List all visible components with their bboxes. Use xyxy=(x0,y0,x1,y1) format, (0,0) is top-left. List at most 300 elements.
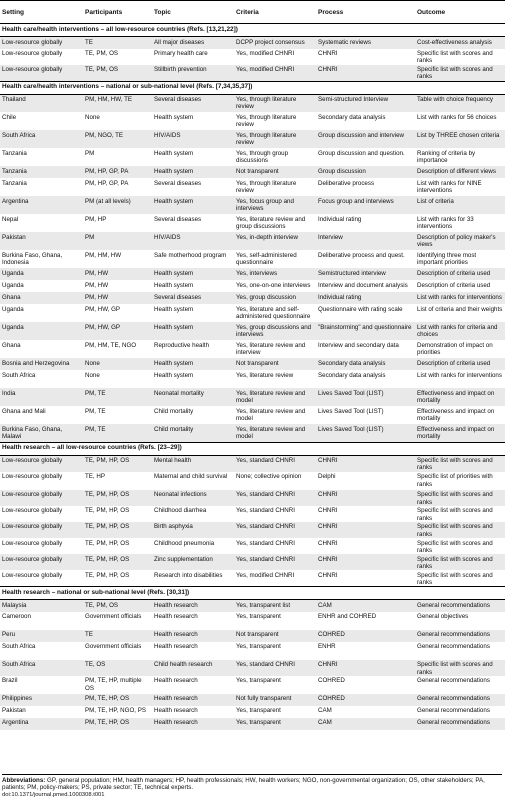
cell-topic: Child mortality xyxy=(154,407,194,415)
cell-setting: Low-resource globally xyxy=(2,50,63,57)
cell-participants: PM, HW xyxy=(83,292,152,304)
cell-setting: Low-resource globally xyxy=(2,539,63,547)
cell-outcome: General recommendations xyxy=(415,630,505,642)
cell-participants: PM, HM, TE, NGO xyxy=(85,341,137,349)
cell-criteria: Yes, modified CHNRI xyxy=(236,50,295,57)
cell-criteria: Not transparent xyxy=(234,630,316,642)
cell-topic: Health research xyxy=(152,718,234,730)
cell-participants: PM (at all levels) xyxy=(83,196,152,214)
cell-process: COHRED xyxy=(318,677,345,685)
cell-topic: Child mortality xyxy=(152,424,234,442)
cell-outcome: Demonstration of impact on priorities xyxy=(417,341,493,356)
cell-outcome: Specific list with scores and ranks xyxy=(417,50,493,65)
cell-participants: PM, NGO, TE xyxy=(83,130,152,148)
cell-outcome: Specific list with scores and ranks xyxy=(417,507,493,522)
cell-setting: Low-resource globally xyxy=(0,554,83,570)
cell-criteria: Yes, standard CHNRI xyxy=(234,455,316,472)
cell-criteria: Yes, literature review and interview xyxy=(236,341,306,356)
cell-process: CAM xyxy=(316,718,415,730)
cell-setting: Tanzania xyxy=(2,149,27,157)
cell-criteria: Yes, through group discussions xyxy=(236,149,289,164)
cell-outcome: List of criteria xyxy=(415,196,505,214)
cell-topic: Several diseases xyxy=(152,94,234,112)
cell-participants: TE, PM, HP, OS xyxy=(83,455,152,472)
cell-process: CHNRI xyxy=(316,522,415,538)
cell-topic: Health research xyxy=(152,694,234,706)
cell-process: Delphi xyxy=(318,473,336,481)
cell-participants: TE xyxy=(83,37,152,49)
cell-outcome: General recommendations xyxy=(417,677,490,685)
table-row xyxy=(0,388,505,406)
table-row xyxy=(0,112,505,130)
cell-outcome: Specific list with scores and ranks xyxy=(417,539,493,554)
table-body xyxy=(0,24,505,730)
table-row xyxy=(0,358,505,370)
cell-setting: Uganda xyxy=(2,281,24,289)
cell-process: COHRED xyxy=(316,694,415,706)
cell-topic: Health system xyxy=(154,281,194,289)
cell-outcome: Description of criteria used xyxy=(415,358,505,370)
table-row xyxy=(0,292,505,304)
cell-participants: TE, PM, HP, OS xyxy=(83,490,152,506)
cell-participants: TE, PM, HP, OS xyxy=(85,539,130,547)
section-title: Health care/health interventions – all low-resource countries (Refs. [13,21,22]) xyxy=(0,24,505,37)
cell-process: Secondary data analysis xyxy=(318,113,386,121)
cell-topic: Health system xyxy=(152,322,234,340)
cell-setting: Nepal xyxy=(2,215,19,223)
cell-topic: HIV/AIDS xyxy=(152,232,234,250)
cell-process: Lives Saved Tool (LIST) xyxy=(316,388,415,406)
cell-criteria: Yes, standard CHNRI xyxy=(236,507,295,515)
table-row xyxy=(0,268,505,280)
table-row xyxy=(0,642,505,660)
cell-participants: TE, OS xyxy=(83,660,152,676)
cell-topic: Research into disabilities xyxy=(154,571,223,579)
cell-participants: PM xyxy=(83,232,152,250)
table-row xyxy=(0,706,505,718)
cell-participants: TE, PM, OS xyxy=(83,600,152,612)
cell-criteria: Yes, literature review and model xyxy=(234,424,316,442)
cell-criteria: Not fully transparent xyxy=(234,694,316,706)
cell-participants: TE, PM, OS xyxy=(85,50,119,57)
table-row xyxy=(0,455,505,472)
cell-process: "Brainstorming" and questionnaire xyxy=(316,322,415,340)
cell-topic: All major diseases xyxy=(152,37,234,49)
abbreviations-note xyxy=(2,777,502,792)
table-row xyxy=(0,660,505,676)
cell-process: Individual rating xyxy=(318,215,362,223)
cell-participants: PM, HP xyxy=(85,215,107,223)
table-row xyxy=(0,490,505,506)
cell-process: CHNRI xyxy=(318,539,338,547)
cell-topic: Zinc supplementation xyxy=(152,554,234,570)
abbreviations-text: GP, general population; HM, health managers; HP, health professionals; HW, health workers; NGO, non-governmental organization; OS, other stakeholders; PA, patients; PM, policy-makers; PS, private sector; TE, technical experts. xyxy=(2,777,485,792)
cell-process: Interview and secondary data xyxy=(318,341,399,349)
table-row xyxy=(0,570,505,587)
cell-setting: Cameroon xyxy=(2,613,31,621)
cell-criteria: None; collective opinion xyxy=(236,473,302,481)
cell-setting: Low-resource globally xyxy=(0,65,83,82)
cell-process: Focus group and interviews xyxy=(316,196,415,214)
cell-process: Deliberative process and quest. xyxy=(318,251,405,259)
cell-setting: Ghana xyxy=(0,292,83,304)
cell-setting: Burkina Faso, Ghana, Malawi xyxy=(0,424,83,442)
cell-outcome: List with ranks for criteria and choices xyxy=(415,322,505,340)
cell-topic: HIV/AIDS xyxy=(152,130,234,148)
table-row xyxy=(0,250,505,268)
cell-setting: South Africa xyxy=(2,643,36,651)
column-header-outcome: Outcome xyxy=(415,1,505,24)
cell-setting: Low-resource globally xyxy=(0,37,83,49)
cell-criteria: Yes, modified CHNRI xyxy=(236,571,295,579)
cell-outcome: Identifying three most important priorities xyxy=(417,251,477,266)
cell-participants: PM, HM, HW, TE xyxy=(83,94,152,112)
cell-criteria: Not transparent xyxy=(234,166,316,178)
cell-setting: Burkina Faso, Ghana, Indonesia xyxy=(2,251,63,266)
column-header-topic: Topic xyxy=(152,1,234,24)
cell-outcome: List by THREE chosen criteria xyxy=(415,130,505,148)
cell-setting: South Africa xyxy=(0,130,83,148)
table-row xyxy=(0,65,505,82)
cell-criteria: Yes, interviews xyxy=(234,268,316,280)
cell-process: COHRED xyxy=(316,630,415,642)
cell-process: CHNRI xyxy=(318,571,338,579)
table-row xyxy=(0,322,505,340)
cell-setting: Uganda xyxy=(0,268,83,280)
cell-process: Semistructured interview xyxy=(316,268,415,280)
cell-outcome: Specific list with scores and ranks xyxy=(415,522,505,538)
cell-participants: TE, HP xyxy=(85,473,105,481)
cell-topic: Health system xyxy=(154,113,194,121)
table-row xyxy=(0,37,505,49)
cell-topic: Health research xyxy=(154,643,198,651)
cell-criteria: Yes, transparent list xyxy=(234,600,316,612)
section-header-row xyxy=(0,587,505,600)
cell-participants: PM, HP, GP, PA xyxy=(83,166,152,178)
cell-setting: South Africa xyxy=(2,371,36,379)
cell-outcome: Specific list with scores and ranks xyxy=(415,455,505,472)
cell-outcome: Specific list with scores and ranks xyxy=(415,490,505,506)
cell-process: CHNRI xyxy=(318,50,338,57)
cell-process: CAM xyxy=(318,707,332,715)
table-row xyxy=(0,214,505,232)
cell-setting: Tanzania xyxy=(0,166,83,178)
table-row xyxy=(0,676,505,694)
cell-participants: PM, HP, GP, PA xyxy=(85,179,129,187)
cell-topic: Health research xyxy=(152,630,234,642)
table-row xyxy=(0,694,505,706)
cell-topic: Several diseases xyxy=(154,179,202,187)
cell-outcome: General recommendations xyxy=(415,718,505,730)
cell-topic: Maternal and child survival xyxy=(154,473,228,481)
section-header-row xyxy=(0,442,505,455)
cell-criteria: Yes, focus group and interviews xyxy=(234,196,316,214)
table-row xyxy=(0,178,505,196)
cell-participants: TE, PM, HP, OS xyxy=(85,571,130,579)
table-row xyxy=(0,630,505,642)
cell-topic: Health system xyxy=(154,371,194,379)
cell-setting: Low-resource globally xyxy=(2,473,63,481)
cell-setting: Low-resource globally xyxy=(0,522,83,538)
cell-criteria: Yes, through literature review xyxy=(234,94,316,112)
cell-criteria: Yes, literature review and model xyxy=(236,407,306,422)
cell-criteria: Yes, literature review and group discussions xyxy=(236,215,306,230)
section-title: Health research – all low-resource countries (Refs. [23–29]) xyxy=(0,442,505,455)
cell-topic: Childhood pneumonia xyxy=(154,539,215,547)
cell-criteria: Yes, standard CHNRI xyxy=(234,522,316,538)
cell-setting: Thailand xyxy=(0,94,83,112)
table-row xyxy=(0,166,505,178)
cell-outcome: Ranking of criteria by importance xyxy=(417,149,476,164)
cell-topic: Childhood diarrhea xyxy=(154,507,207,515)
cell-participants: TE, PM, OS xyxy=(83,65,152,82)
cell-outcome: Table with choice frequency xyxy=(415,94,505,112)
cell-outcome: Effectiveness and impact on mortality xyxy=(415,388,505,406)
cell-outcome: Description of criteria used xyxy=(417,281,491,289)
cell-outcome: List with ranks for interventions xyxy=(415,292,505,304)
table-row xyxy=(0,506,505,522)
cell-outcome: Specific list with scores and ranks xyxy=(417,571,493,587)
section-header-row xyxy=(0,24,505,37)
cell-criteria: Yes, standard CHNRI xyxy=(234,554,316,570)
table-row xyxy=(0,340,505,358)
cell-criteria: Yes, standard CHNRI xyxy=(234,660,316,676)
cell-criteria: Yes, in-depth interview xyxy=(234,232,316,250)
cell-participants: PM, HW xyxy=(85,281,109,289)
cell-participants: PM, TE xyxy=(83,388,152,406)
cell-topic: Health system xyxy=(154,305,194,313)
cell-participants: TE, PM, HP, OS xyxy=(83,554,152,570)
table-row xyxy=(0,424,505,442)
cell-process: CHNRI xyxy=(316,455,415,472)
cell-outcome: Specific list of priorities with ranks xyxy=(417,473,493,488)
cell-setting: Low-resource globally xyxy=(0,455,83,472)
cell-participants: PM, TE, HP, OS xyxy=(83,694,152,706)
cell-participants: None xyxy=(85,371,100,379)
cell-process: Group discussion xyxy=(316,166,415,178)
cell-outcome: Description of criteria used xyxy=(415,268,505,280)
cell-outcome: General recommendations xyxy=(415,600,505,612)
cell-criteria: Yes, transparent xyxy=(236,643,281,651)
cell-topic: Safe motherhood program xyxy=(154,251,227,259)
cell-criteria: Yes, standard CHNRI xyxy=(234,490,316,506)
cell-criteria: Yes, group discussion xyxy=(234,292,316,304)
cell-participants: TE, PM, HP, OS xyxy=(83,522,152,538)
cell-setting: Pakistan xyxy=(0,232,83,250)
section-header-row xyxy=(0,81,505,94)
cell-topic: Health research xyxy=(152,600,234,612)
cell-process: CAM xyxy=(316,600,415,612)
table-row xyxy=(0,472,505,490)
cell-topic: Child health research xyxy=(152,660,234,676)
cell-outcome: Description of different views xyxy=(415,166,505,178)
cell-process: CHNRI xyxy=(316,490,415,506)
cell-process: Secondary data analysis xyxy=(318,371,386,379)
cell-topic: Health research xyxy=(154,613,198,621)
cell-topic: Health system xyxy=(154,149,194,157)
cell-process: Group discussion and interview xyxy=(316,130,415,148)
cell-participants: PM, TE, HP, NGO, PS xyxy=(85,707,146,715)
cell-topic: Mental health xyxy=(152,455,234,472)
cell-process: Semi-structured Interview xyxy=(316,94,415,112)
cell-criteria: Yes, group discussions and interviews xyxy=(234,322,316,340)
cell-process: ENHR and COHRED xyxy=(318,613,377,621)
cell-outcome: Cost-effectiveness analysis xyxy=(415,37,505,49)
column-header-setting: Setting xyxy=(0,1,83,24)
cell-setting: South Africa xyxy=(0,660,83,676)
cell-topic: Health system xyxy=(152,358,234,370)
cell-setting: Ghana xyxy=(2,341,21,349)
cell-process: Lives Saved Tool (LIST) xyxy=(316,424,415,442)
cell-setting: Low-resource globally xyxy=(2,571,63,579)
cell-criteria: Yes, standard CHNRI xyxy=(236,539,295,547)
cell-setting: Tanzania xyxy=(2,179,27,187)
cell-process: Interview and document analysis xyxy=(318,281,408,289)
cell-setting: Argentina xyxy=(0,196,83,214)
table-row xyxy=(0,718,505,730)
table-row xyxy=(0,94,505,112)
cell-outcome: Effectiveness and impact on mortality xyxy=(417,407,495,422)
cell-criteria: Yes, literature review and model xyxy=(234,388,316,406)
column-header-criteria: Criteria xyxy=(234,1,316,24)
doi-text: doi:10.1371/journal.pmed.1000308.t001 xyxy=(2,791,105,798)
cell-setting: Uganda xyxy=(0,322,83,340)
cell-setting: Peru xyxy=(0,630,83,642)
cell-setting: Low-resource globally xyxy=(2,507,63,515)
cell-setting: India xyxy=(0,388,83,406)
cell-outcome: List of criteria and their weights xyxy=(417,305,503,313)
cell-topic: Health research xyxy=(154,677,198,685)
cell-criteria: Yes, through literature review xyxy=(234,130,316,148)
cell-participants: Government officials xyxy=(85,643,142,651)
cell-outcome: General recommendations xyxy=(417,707,490,715)
cell-criteria: Yes, transparent xyxy=(236,613,281,621)
cell-process: ENHR xyxy=(318,643,336,651)
cell-setting: Brazil xyxy=(2,677,18,685)
table-row xyxy=(0,538,505,554)
cell-criteria: Yes, literature review xyxy=(236,371,294,379)
cell-participants: PM, TE, HP, OS xyxy=(83,718,152,730)
table-header xyxy=(0,1,505,24)
cell-participants: PM, HM, HW xyxy=(85,251,122,259)
cell-criteria: Yes, self-administered questionnaire xyxy=(236,251,297,266)
cell-criteria: Not transparent xyxy=(234,358,316,370)
cell-topic: Health system xyxy=(152,196,234,214)
cell-criteria: Yes, transparent xyxy=(236,707,281,715)
cell-setting: Low-resource globally xyxy=(0,490,83,506)
cell-outcome: Description of policy maker's views xyxy=(415,232,505,250)
cell-participants: PM, TE, HP, multiple OS xyxy=(85,677,142,692)
cell-outcome: Specific list with scores and ranks xyxy=(415,554,505,570)
cell-criteria: Yes, literature and self-administered questionnaire xyxy=(236,305,311,320)
table-row xyxy=(0,280,505,292)
cell-setting: Bosnia and Herzegovina xyxy=(0,358,83,370)
table-row xyxy=(0,612,505,630)
cell-process: Secondary data analysis xyxy=(316,358,415,370)
cell-setting: Chile xyxy=(2,113,17,121)
table-row xyxy=(0,148,505,166)
cell-setting: Ghana and Mali xyxy=(2,407,46,415)
cell-outcome: List with ranks for interventions xyxy=(417,371,502,379)
cell-topic: Neonatal infections xyxy=(152,490,234,506)
cell-outcome: Effectiveness and impact on mortality xyxy=(415,424,505,442)
cell-outcome: List with ranks for NINE interventions xyxy=(417,179,482,194)
table-row xyxy=(0,232,505,250)
cell-topic: Reproductive health xyxy=(154,341,210,349)
cell-setting: Argentina xyxy=(0,718,83,730)
cell-criteria: Yes, one-on-one interviews xyxy=(236,281,311,289)
cell-participants: Government officials xyxy=(85,613,142,621)
cell-outcome: List with ranks for 56 choices xyxy=(417,113,497,121)
cell-criteria: Yes, transparent xyxy=(236,677,281,685)
abbreviations-label: Abbreviations: xyxy=(2,777,46,784)
table-footnote xyxy=(2,774,502,799)
cell-criteria: DCPP project consensus xyxy=(234,37,316,49)
cell-process: CHNRI xyxy=(318,507,338,515)
cell-process: Questionnaire with rating scale xyxy=(318,305,403,313)
cell-process: Systematic reviews xyxy=(316,37,415,49)
cell-participants: PM, TE xyxy=(85,407,106,415)
cell-process: Group discussion and question. xyxy=(318,149,405,157)
cell-outcome: Specific list with scores and ranks xyxy=(415,660,505,676)
cell-participants: TE xyxy=(83,630,152,642)
cell-participants: TE, PM, HP, OS xyxy=(85,507,130,515)
column-header-process: Process xyxy=(316,1,415,24)
cell-criteria: Yes, modified CHNRI xyxy=(234,65,316,82)
table-row xyxy=(0,304,505,322)
cell-setting: Uganda xyxy=(2,305,24,313)
cell-outcome: List with ranks for 33 interventions xyxy=(417,215,474,230)
column-header-participants: Participants xyxy=(83,1,152,24)
cell-topic: Health system xyxy=(152,268,234,280)
cell-participants: PM xyxy=(85,149,95,157)
table-row xyxy=(0,554,505,570)
cell-participants: PM, HW, GP xyxy=(83,322,152,340)
cell-criteria: Yes, transparent xyxy=(234,718,316,730)
cell-topic: Several diseases xyxy=(152,292,234,304)
cell-topic: Health system xyxy=(152,166,234,178)
cell-topic: Several diseases xyxy=(154,215,202,223)
cell-outcome: Specific list with scores and ranks xyxy=(415,65,505,82)
table-row xyxy=(0,370,505,388)
cell-participants: PM, HW xyxy=(83,268,152,280)
cell-participants: None xyxy=(83,358,152,370)
table-row xyxy=(0,522,505,538)
cell-topic: Primary health care xyxy=(154,50,208,57)
cell-outcome: General objectives xyxy=(417,613,469,621)
table-row xyxy=(0,600,505,612)
cell-setting: Philippines xyxy=(0,694,83,706)
table-row xyxy=(0,406,505,424)
cell-process: Lives Saved Tool (LIST) xyxy=(318,407,384,415)
cell-setting: Pakistan xyxy=(2,707,26,715)
cell-topic: Neonatal mortality xyxy=(152,388,234,406)
cell-process: CHNRI xyxy=(316,65,415,82)
cell-setting: Malaysia xyxy=(0,600,83,612)
cell-process: Interview xyxy=(316,232,415,250)
table-row xyxy=(0,130,505,148)
table-row xyxy=(0,196,505,214)
table-row xyxy=(0,49,505,65)
section-title: Health care/health interventions – national or sub-national level (Refs. [7,34,35,37]) xyxy=(0,81,505,94)
cell-participants: PM, HW, GP xyxy=(85,305,121,313)
cell-topic: Health research xyxy=(154,707,198,715)
cell-outcome: General recommendations xyxy=(417,643,490,651)
cell-outcome: General recommendations xyxy=(415,694,505,706)
cell-topic: Stillbirth prevention xyxy=(152,65,234,82)
section-title: Health research – national or sub-national level (Refs. [30,31]) xyxy=(0,587,505,600)
cell-process: CHNRI xyxy=(316,554,415,570)
